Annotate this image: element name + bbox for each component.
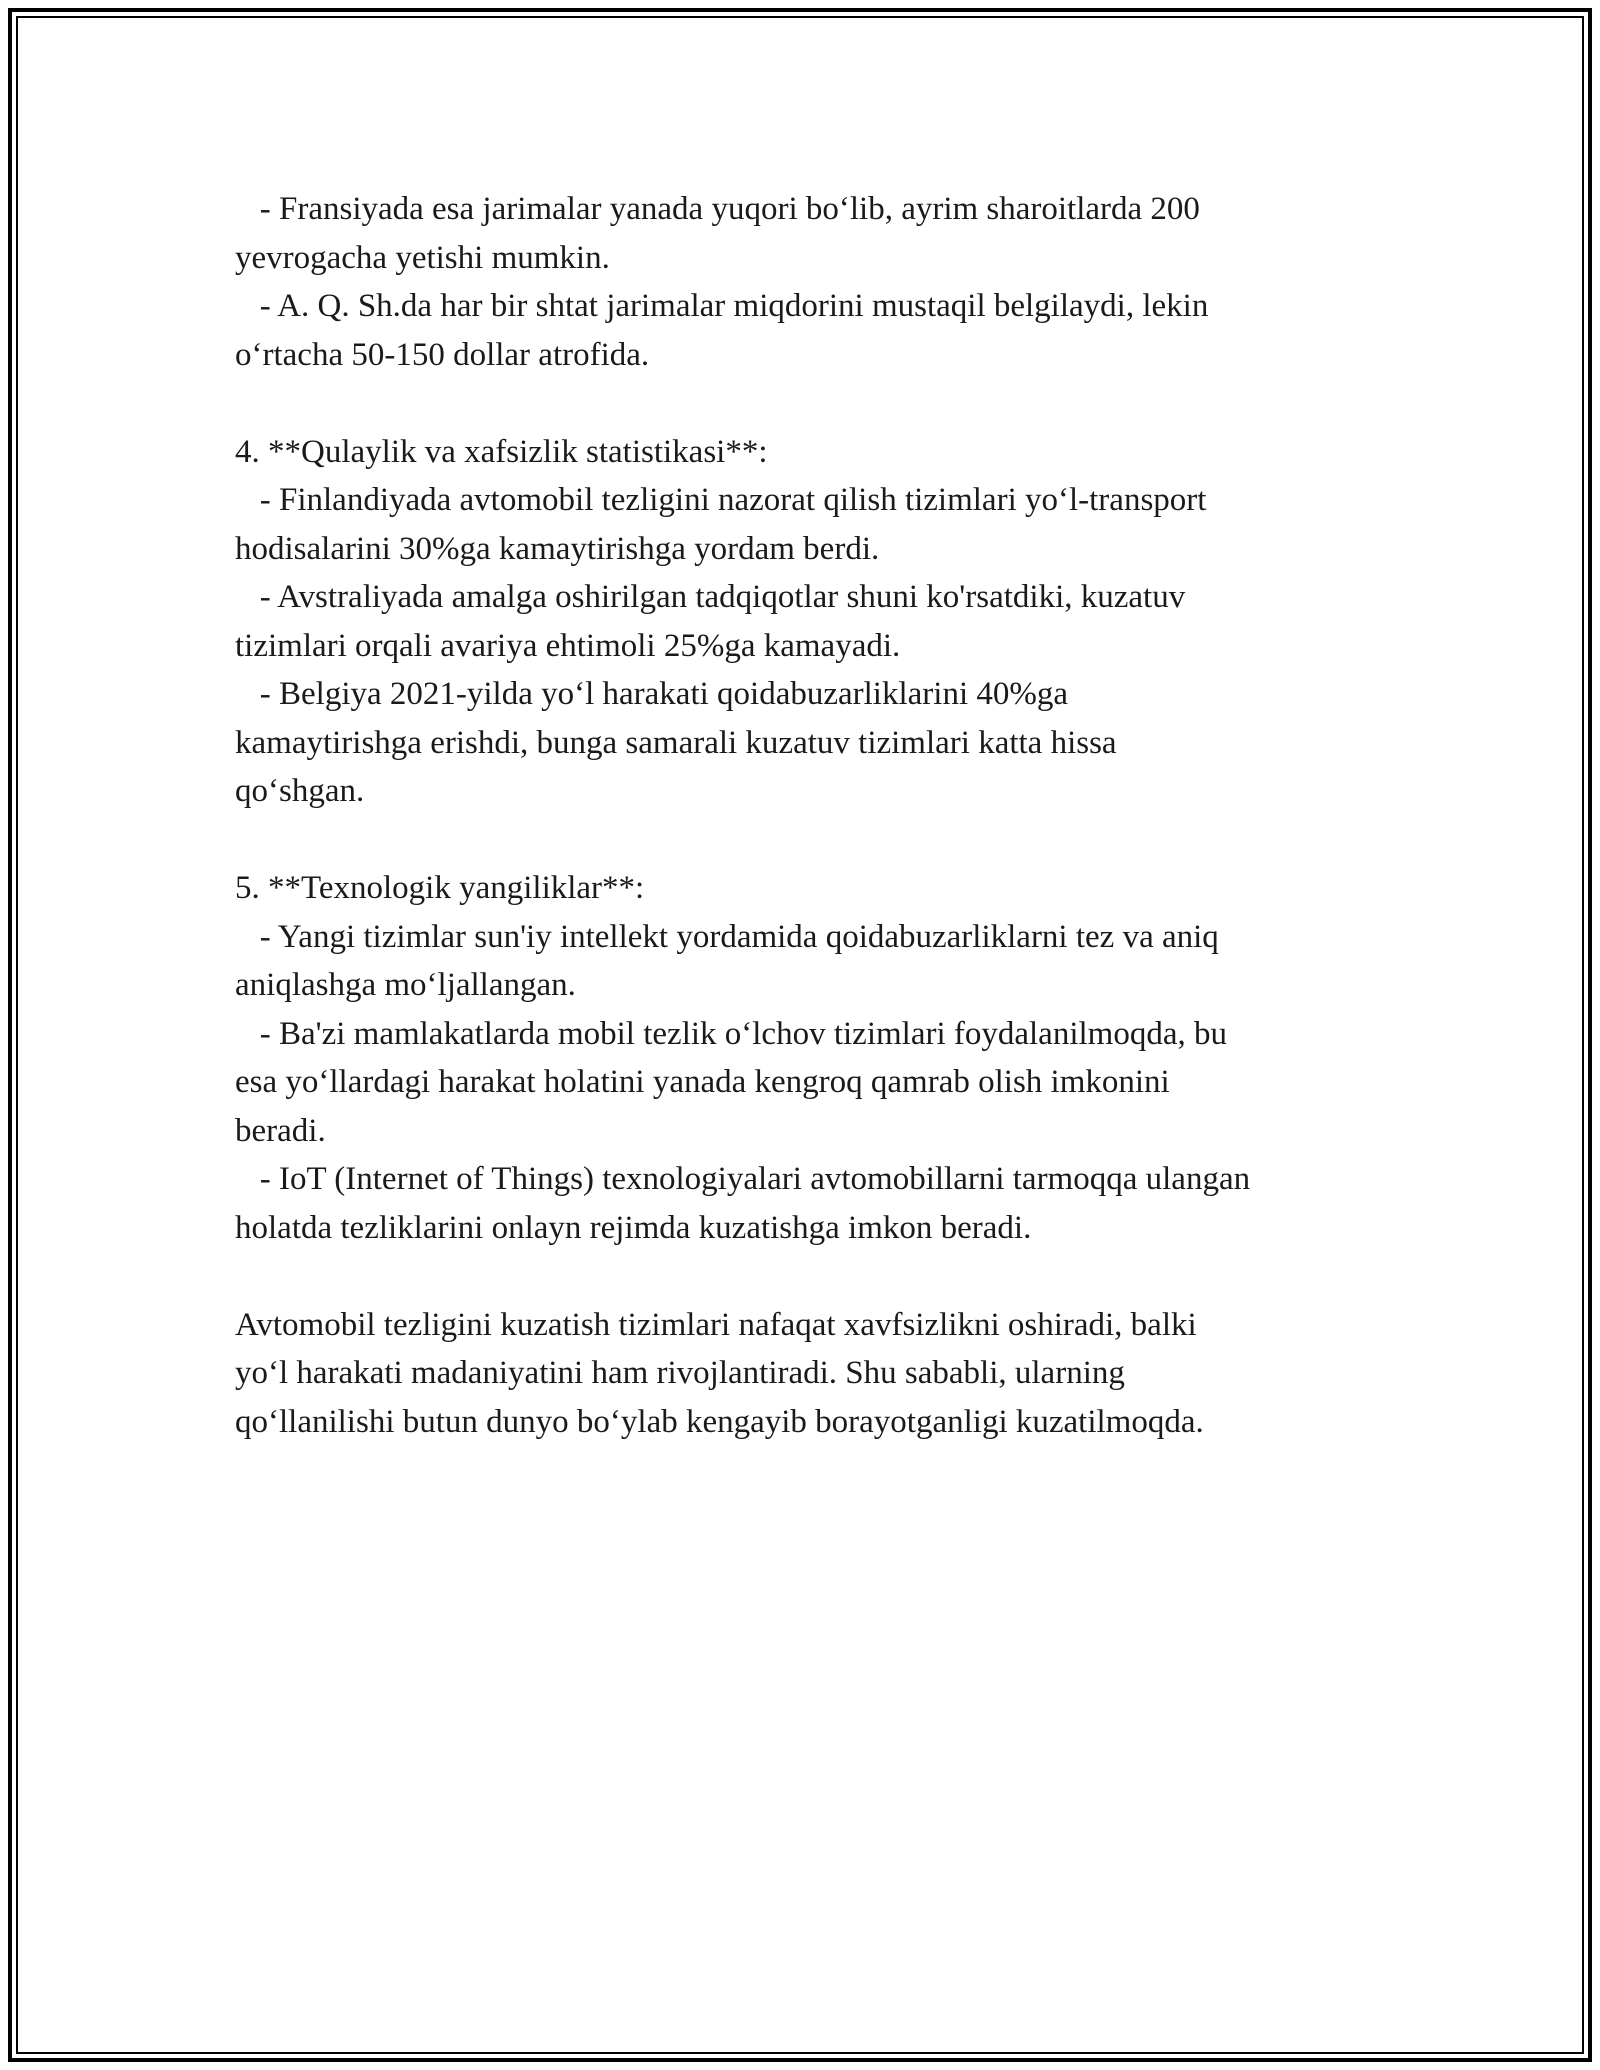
text-line: - Fransiyada esa jarimalar yanada yuqori bo‘lib, ayrim sharoitlarda 200: [235, 191, 1200, 227]
text-line: hodisalarini 30%ga kamaytirishga yordam berdi.: [235, 530, 880, 567]
text-line: - Finlandiyada avtomobil tezligini nazorat qilish tizimlari yo‘l-transport: [235, 482, 1207, 518]
paragraph-tech-news: [235, 864, 1395, 1252]
paragraph-gap: [235, 1252, 1395, 1301]
text-line: - Avstraliyada amalga oshirilgan tadqiqotlar shuni ko'rsatdiki, kuzatuv: [235, 579, 1186, 615]
text-line: o‘rtacha 50-150 dollar atrofida.: [235, 336, 650, 373]
text-line: kamaytirishga erishdi, bunga samarali kuzatuv tizimlari katta hissa: [235, 724, 1117, 761]
text-line: yo‘l harakati madaniyatini ham rivojlantiradi. Shu sababli, ularning: [235, 1355, 1125, 1391]
text-line: tizimlari orqali avariya ehtimoli 25%ga kamayadi.: [235, 627, 901, 664]
paragraph-gap: [235, 816, 1395, 865]
text-line: - IoT (Internet of Things) texnologiyalari avtomobillarni tarmoqqa ulangan: [235, 1161, 1251, 1197]
text-line: - Yangi tizimlar sun'iy intellekt yordamida qoidabuzarliklarni tez va aniq: [235, 918, 1219, 955]
text-line: Avtomobil tezligini kuzatish tizimlari nafaqat xavfsizlikni oshiradi, balki: [235, 1306, 1197, 1343]
document-body: [235, 185, 1395, 1446]
text-line: holatda tezliklarini onlayn rejimda kuzatishga imkon beradi.: [235, 1209, 1032, 1246]
text-line: esa yo‘llardagi harakat holatini yanada kengroq qamrab olish imkonini: [235, 1064, 1170, 1100]
section-heading: 4. **Qulaylik va xafsizlik statistikasi**:: [235, 433, 768, 470]
paragraph-conclusion: [235, 1301, 1395, 1447]
text-line: - A. Q. Sh.da har bir shtat jarimalar miqdorini mustaqil belgilaydi, lekin: [235, 288, 1209, 324]
text-line: qo‘shgan.: [235, 773, 365, 809]
text-line: yevrogacha yetishi mumkin.: [235, 239, 610, 276]
paragraph-safety-statistics: [235, 428, 1395, 816]
text-line: aniqlashga mo‘ljallangan.: [235, 967, 576, 1003]
section-heading: 5. **Texnologik yangiliklar**:: [235, 870, 645, 906]
text-line: qo‘llanilishi butun dunyo bo‘ylab kengayib borayotganligi kuzatilmoqda.: [235, 1403, 1204, 1440]
text-line: - Belgiya 2021-yilda yo‘l harakati qoidabuzarliklarini 40%ga: [235, 676, 1068, 712]
text-line: beradi.: [235, 1112, 326, 1149]
paragraph-fines: [235, 185, 1395, 379]
paragraph-gap: [235, 379, 1395, 428]
text-line: - Ba'zi mamlakatlarda mobil tezlik o‘lchov tizimlari foydalanilmoqda, bu: [235, 1015, 1227, 1052]
